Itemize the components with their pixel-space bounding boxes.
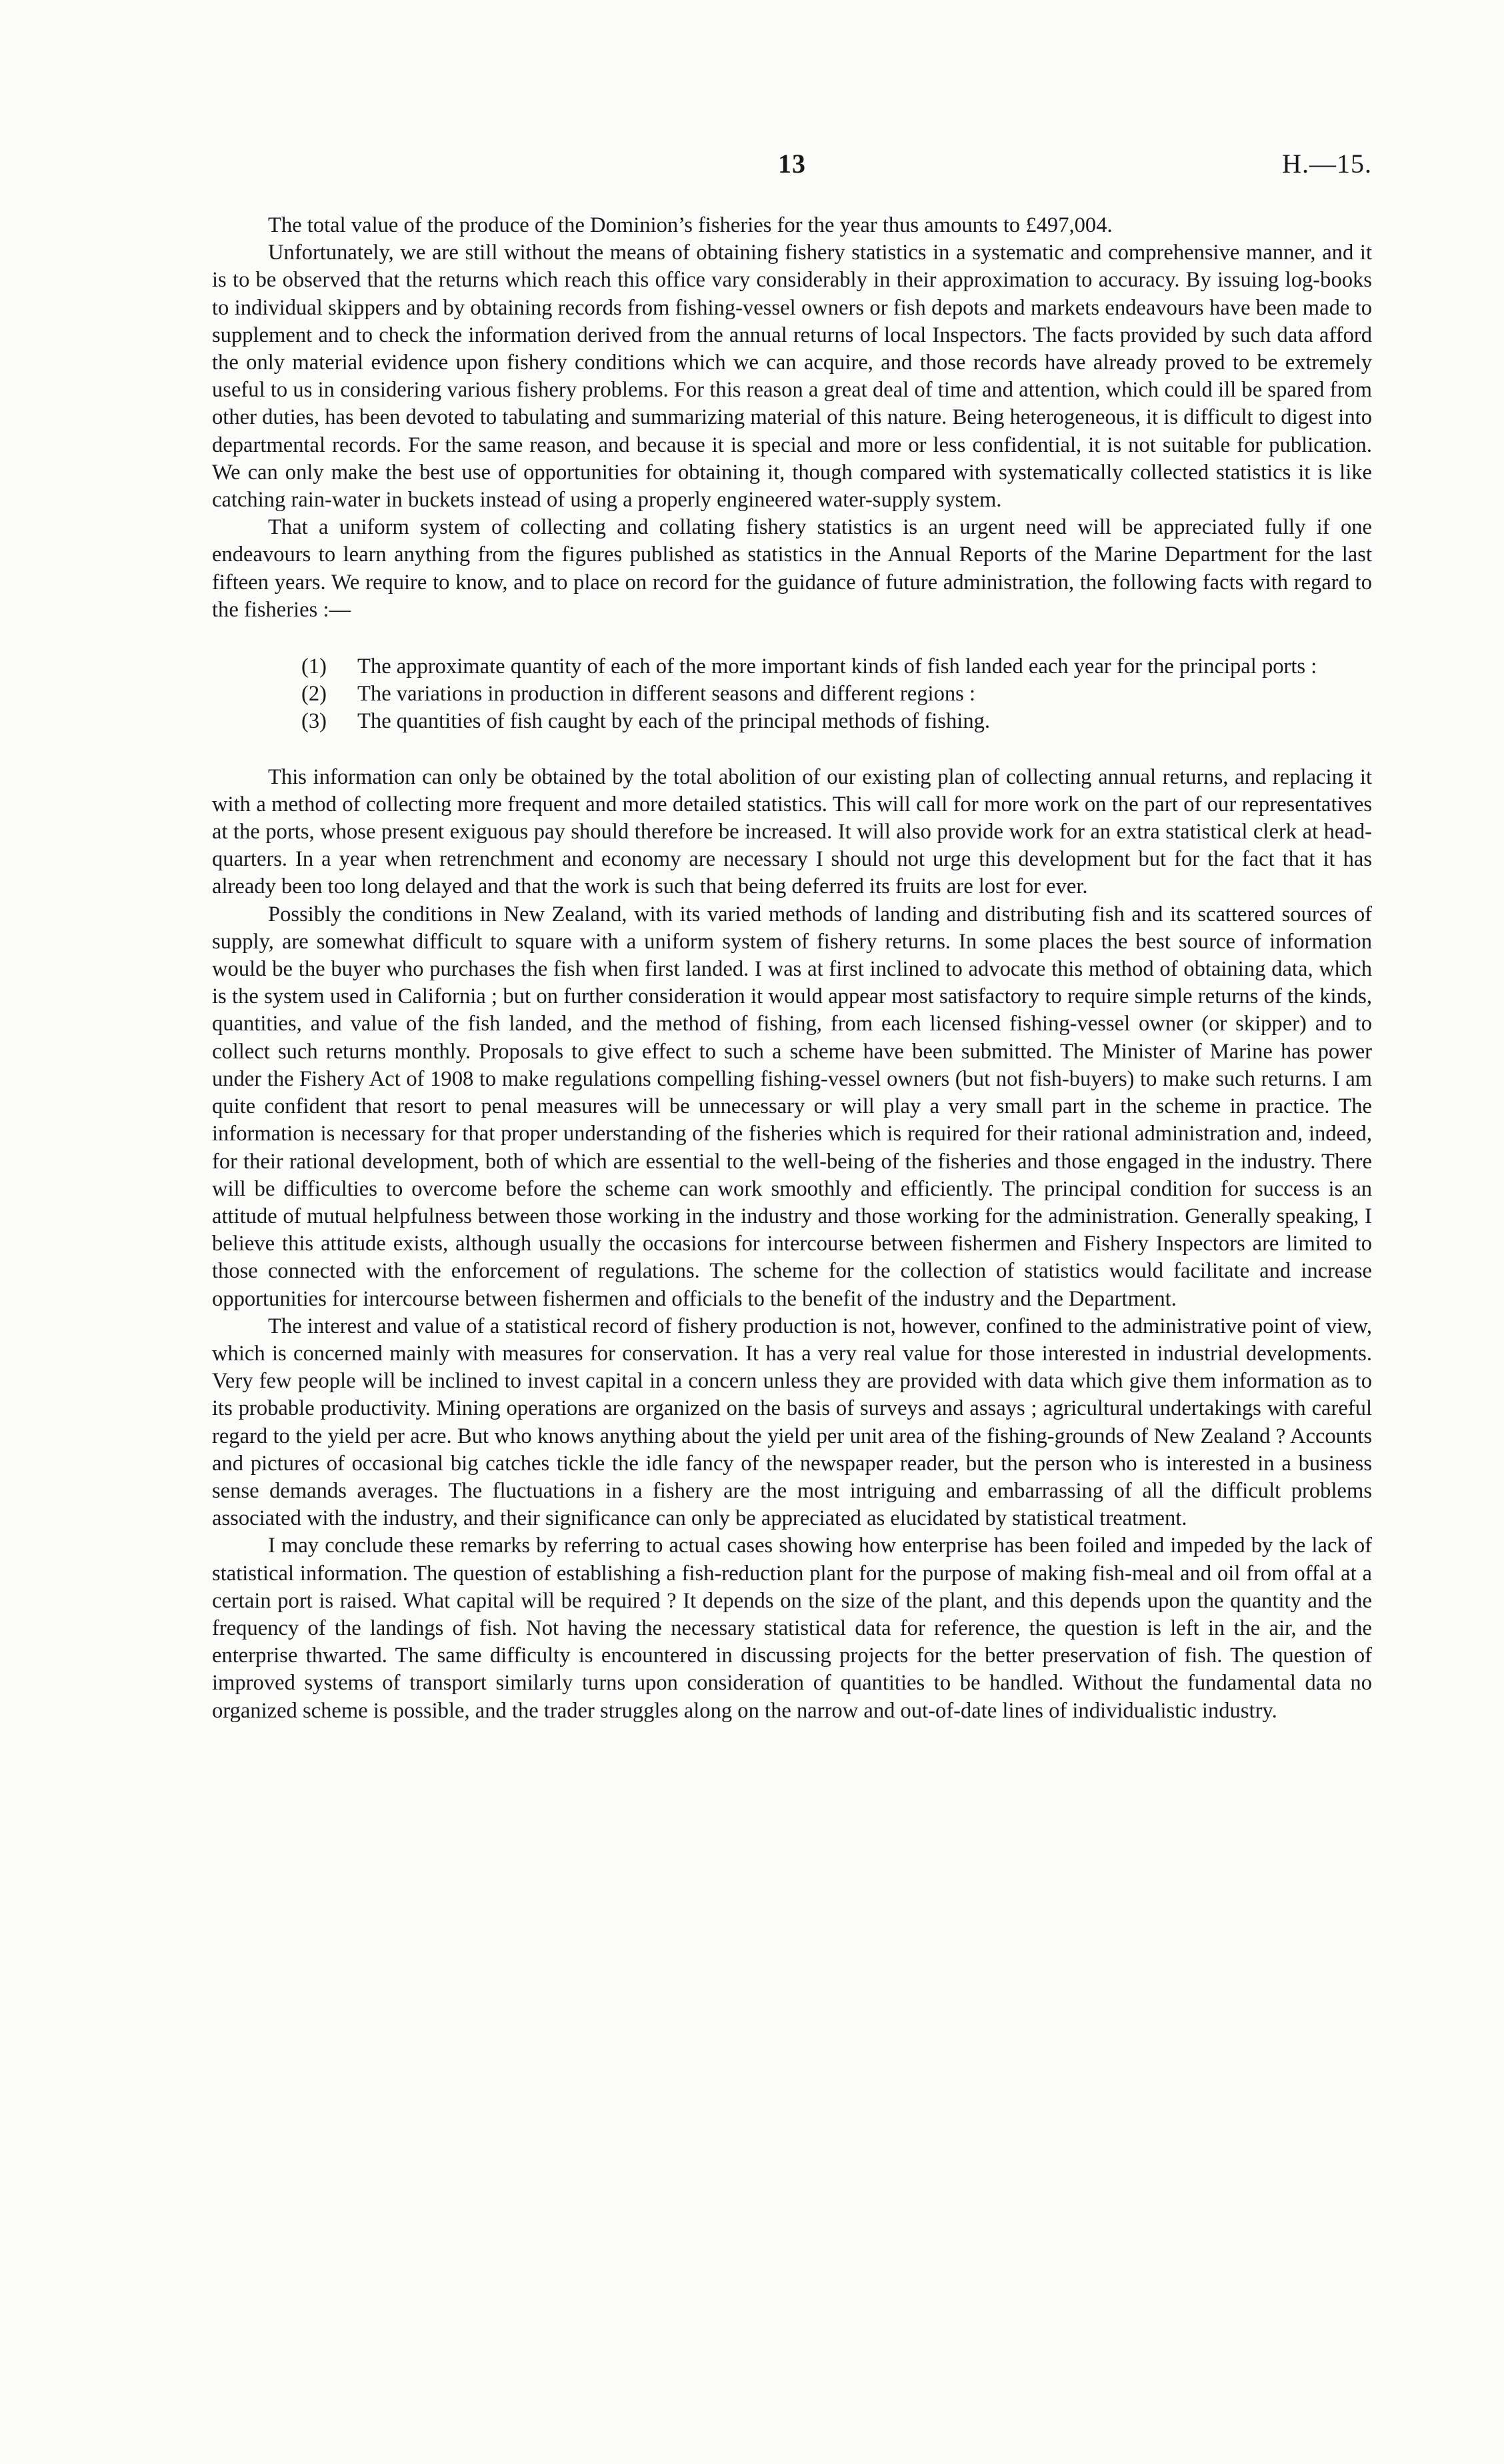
paragraph-conclusion: I may conclude these remarks by referring to actual cases showing how enterprise has been foiled and impeded by the lack of statistical information. The question of establishing a fish-reduction plant for the purpose of making fish-meal and oil from offal at a certain port is raised. What capital will be required ? It depends on the size of the plant, and this depends upon the quantity and the frequency of the landings of fish. Not having the necessary statistical data for reference, the question is left in the air, and the enterprise thwarted. The same difficulty is encountered in discussing projects for the better preservation of fish. The question of improved systems of transport similarly turns upon consideration of quantities to be handled. Without the fundamental data no organized scheme is possible, and the trader struggles along on the narrow and out-of-date lines of individualistic industry. bbox=[212, 1534, 1372, 1723]
paragraph-total-value: The total value of the produce of the Dominion’s fisheries for the year thus amounts to £497,004. bbox=[268, 213, 1113, 237]
paragraph-uniform-system: That a uniform system of collecting and collating fishery statistics is an urgent need will be appreciated fully if one endeavours to learn anything from the figures published as statistics in the Annual Reports of the Marine Department for the last fifteen years. We require to know, and to place on record for the guidance of future administration, the following facts with regard to the fisheries :— bbox=[212, 515, 1372, 622]
body-text bbox=[212, 212, 1372, 1725]
page-header bbox=[212, 148, 1372, 188]
list-item-text: The quantities of fish caught by each of the principal methods of fishing. bbox=[357, 709, 991, 734]
list-item-number: (2) bbox=[301, 682, 327, 706]
requirements-list bbox=[212, 653, 1372, 736]
list-item-text: The approximate quantity of each of the more important kinds of fish landed each year for the principal ports : bbox=[357, 654, 1317, 679]
paragraph-interest-and-value: The interest and value of a statistical record of fishery production is not, however, confined to the administrative point of view, which is concerned mainly with measures for conservation. It has a very real value for those interested in industrial developments. Very few people will be inclined to invest capital in a concern unless they are provided with data which give them information as to its probable productivity. Mining operations are organized on the basis of surveys and assays ; agricultural undertakings with careful regard to the yield per acre. But who knows anything about the yield per unit area of the fishing-grounds of New Zealand ? Accounts and pictures of occasional big catches tickle the idle fancy of the newspaper reader, but the person who is interested in a business sense demands averages. The fluctuations in a fishery are the most intriguing and embarrassing of all the difficult problems associated with the industry, and their significance can only be appreciated as elucidated by statistical treatment. bbox=[212, 1314, 1372, 1531]
page-number: 13 bbox=[778, 149, 806, 179]
list-item-text: The variations in production in different seasons and different regions : bbox=[357, 682, 976, 706]
paragraph-new-zealand-conditions: Possibly the conditions in New Zealand, with its varied methods of landing and distributing fish and its scattered sources of supply, are somewhat difficult to square with a uniform system of fishery returns. In some places the best source of information would be the buyer who purchases the fish when first landed. I was at first inclined to advocate this method of obtaining data, which is the system used in California ; but on further consideration it would appear most satisfactory to require simple returns of the kinds, quantities, and value of the fish landed, and the method of fishing, from each licensed fishing-vessel owner (or skipper) and to collect such returns monthly. Proposals to give effect to such a scheme have been submitted. The Minister of Marine has power under the Fishery Act of 1908 to make regulations compelling fishing-vessel owners (but not fish-buyers) to make such returns. I am quite confident that resort to penal measures will be unnecessary or will play a very small part in the scheme in practice. The information is necessary for that proper understanding of the fisheries which is required for their rational administration and, indeed, for their rational development, both of which are essential to the well-being of the fisheries and those engaged in the industry. There will be difficulties to overcome before the scheme can work smoothly and efficiently. The principal condition for success is an attitude of mutual helpfulness between those working in the industry and those working for the administration. Generally speaking, I believe this attitude exists, although usually the occasions for intercourse between fishermen and Fishery Inspectors are limited to those connected with the enforcement of regulations. The scheme for the collection of statistics would facilitate and increase opportunities for intercourse between fishermen and officials to the benefit of the industry and the Department. bbox=[212, 902, 1372, 1311]
list-item-number: (3) bbox=[301, 709, 327, 734]
document-reference: H.—15. bbox=[1282, 149, 1372, 179]
list-item-number: (1) bbox=[301, 654, 327, 679]
list-item bbox=[301, 708, 1372, 735]
list-item bbox=[301, 680, 1372, 708]
list-item bbox=[301, 653, 1372, 680]
paragraph-abolition: This information can only be obtained by the total abolition of our existing plan of collecting annual returns, and replacing it with a method of collecting more frequent and more detailed statistics. This will call for more work on the part of our representatives at the ports, whose present exiguous pay should therefore be increased. It will also provide work for an extra statistical clerk at head-quarters. In a year when retrenchment and economy are necessary I should not urge this development but for the fact that it has already been too long delayed and that the work is such that being deferred its fruits are lost for ever. bbox=[212, 764, 1372, 899]
paragraph-statistics-methods: Unfortunately, we are still without the means of obtaining fishery statistics in a systematic and comprehensive manner, and it is to be observed that the returns which reach this office vary considerably in their approximation to accuracy. By issuing log-books to individual skippers and by obtaining records from fishing-vessel owners or fish depots and markets endeavours have been made to supplement and to check the information derived from the annual returns of local Inspectors. The facts provided by such data afford the only material evidence upon fishery conditions which we can acquire, and those records have already proved to be extremely useful to us in considering various fishery problems. For this reason a great deal of time and attention, which could ill be spared from other duties, has been devoted to tabulating and summarizing material of this nature. Being heterogeneous, it is difficult to digest into departmental records. For the same reason, and because it is special and more or less confidential, it is not suitable for publication. We can only make the best use of opportunities for obtaining it, though compared with systematically collected statistics it is like catching rain-water in buckets instead of using a properly engineered water-supply system. bbox=[212, 241, 1372, 513]
